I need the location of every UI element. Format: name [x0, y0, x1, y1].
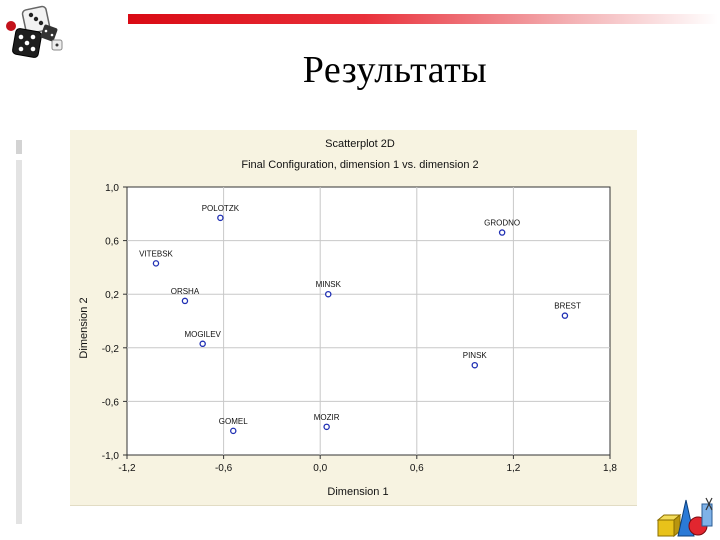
x-tick-label: -0,6 — [214, 463, 233, 474]
data-point — [326, 292, 331, 297]
x-tick-label: -1,2 — [118, 463, 136, 474]
data-point — [182, 298, 187, 303]
data-point-label: VITEBSK — [139, 249, 173, 259]
data-point — [500, 230, 505, 235]
data-point-label: ORSHA — [170, 286, 200, 296]
y-tick-label: -0,6 — [101, 397, 119, 409]
data-point — [153, 261, 158, 266]
data-point — [324, 424, 329, 429]
y-tick-label: 0,2 — [105, 290, 119, 302]
scatter-chart — [70, 130, 637, 505]
data-point-label: GRODNO — [484, 218, 521, 228]
data-point — [562, 313, 567, 318]
x-tick-label: 0,6 — [409, 463, 424, 474]
y-axis-label: Dimension 2 — [78, 297, 90, 359]
data-point-label: POLOTZK — [201, 203, 240, 213]
data-point-label: BREST — [554, 301, 581, 311]
left-decorative-rule — [16, 134, 22, 524]
chart-panel — [70, 130, 637, 506]
slide-title: Результаты — [302, 49, 488, 91]
data-point-label: MOZIR — [313, 412, 340, 422]
y-tick-label: -0,2 — [101, 343, 119, 355]
x-tick-label: 0,0 — [313, 463, 328, 474]
data-point — [200, 341, 205, 346]
plot-area — [127, 187, 610, 455]
data-point — [472, 363, 477, 368]
geometric-shapes-icon — [656, 496, 718, 540]
data-point-label: MINSK — [315, 280, 341, 290]
x-tick-label: 1,8 — [603, 463, 617, 474]
chart-title: Scatterplot 2D — [325, 138, 395, 150]
x-tick-label: 1,2 — [506, 463, 521, 474]
title-accent-bar — [128, 14, 718, 24]
y-tick-label: 1,0 — [105, 183, 119, 194]
y-axis-ticks — [102, 183, 127, 462]
data-point — [231, 428, 236, 433]
data-point-label: GOMEL — [218, 416, 248, 426]
y-tick-label: 0,6 — [105, 236, 119, 248]
x-axis-ticks — [118, 455, 617, 474]
chart-subtitle: Final Configuration, dimension 1 vs. dimension 2 — [241, 159, 479, 171]
data-point-label: PINSK — [462, 351, 487, 361]
data-point — [218, 215, 223, 220]
y-tick-label: -1,0 — [101, 451, 119, 462]
x-axis-label: Dimension 1 — [327, 486, 389, 498]
data-point-label: MOGILEV — [184, 329, 221, 339]
